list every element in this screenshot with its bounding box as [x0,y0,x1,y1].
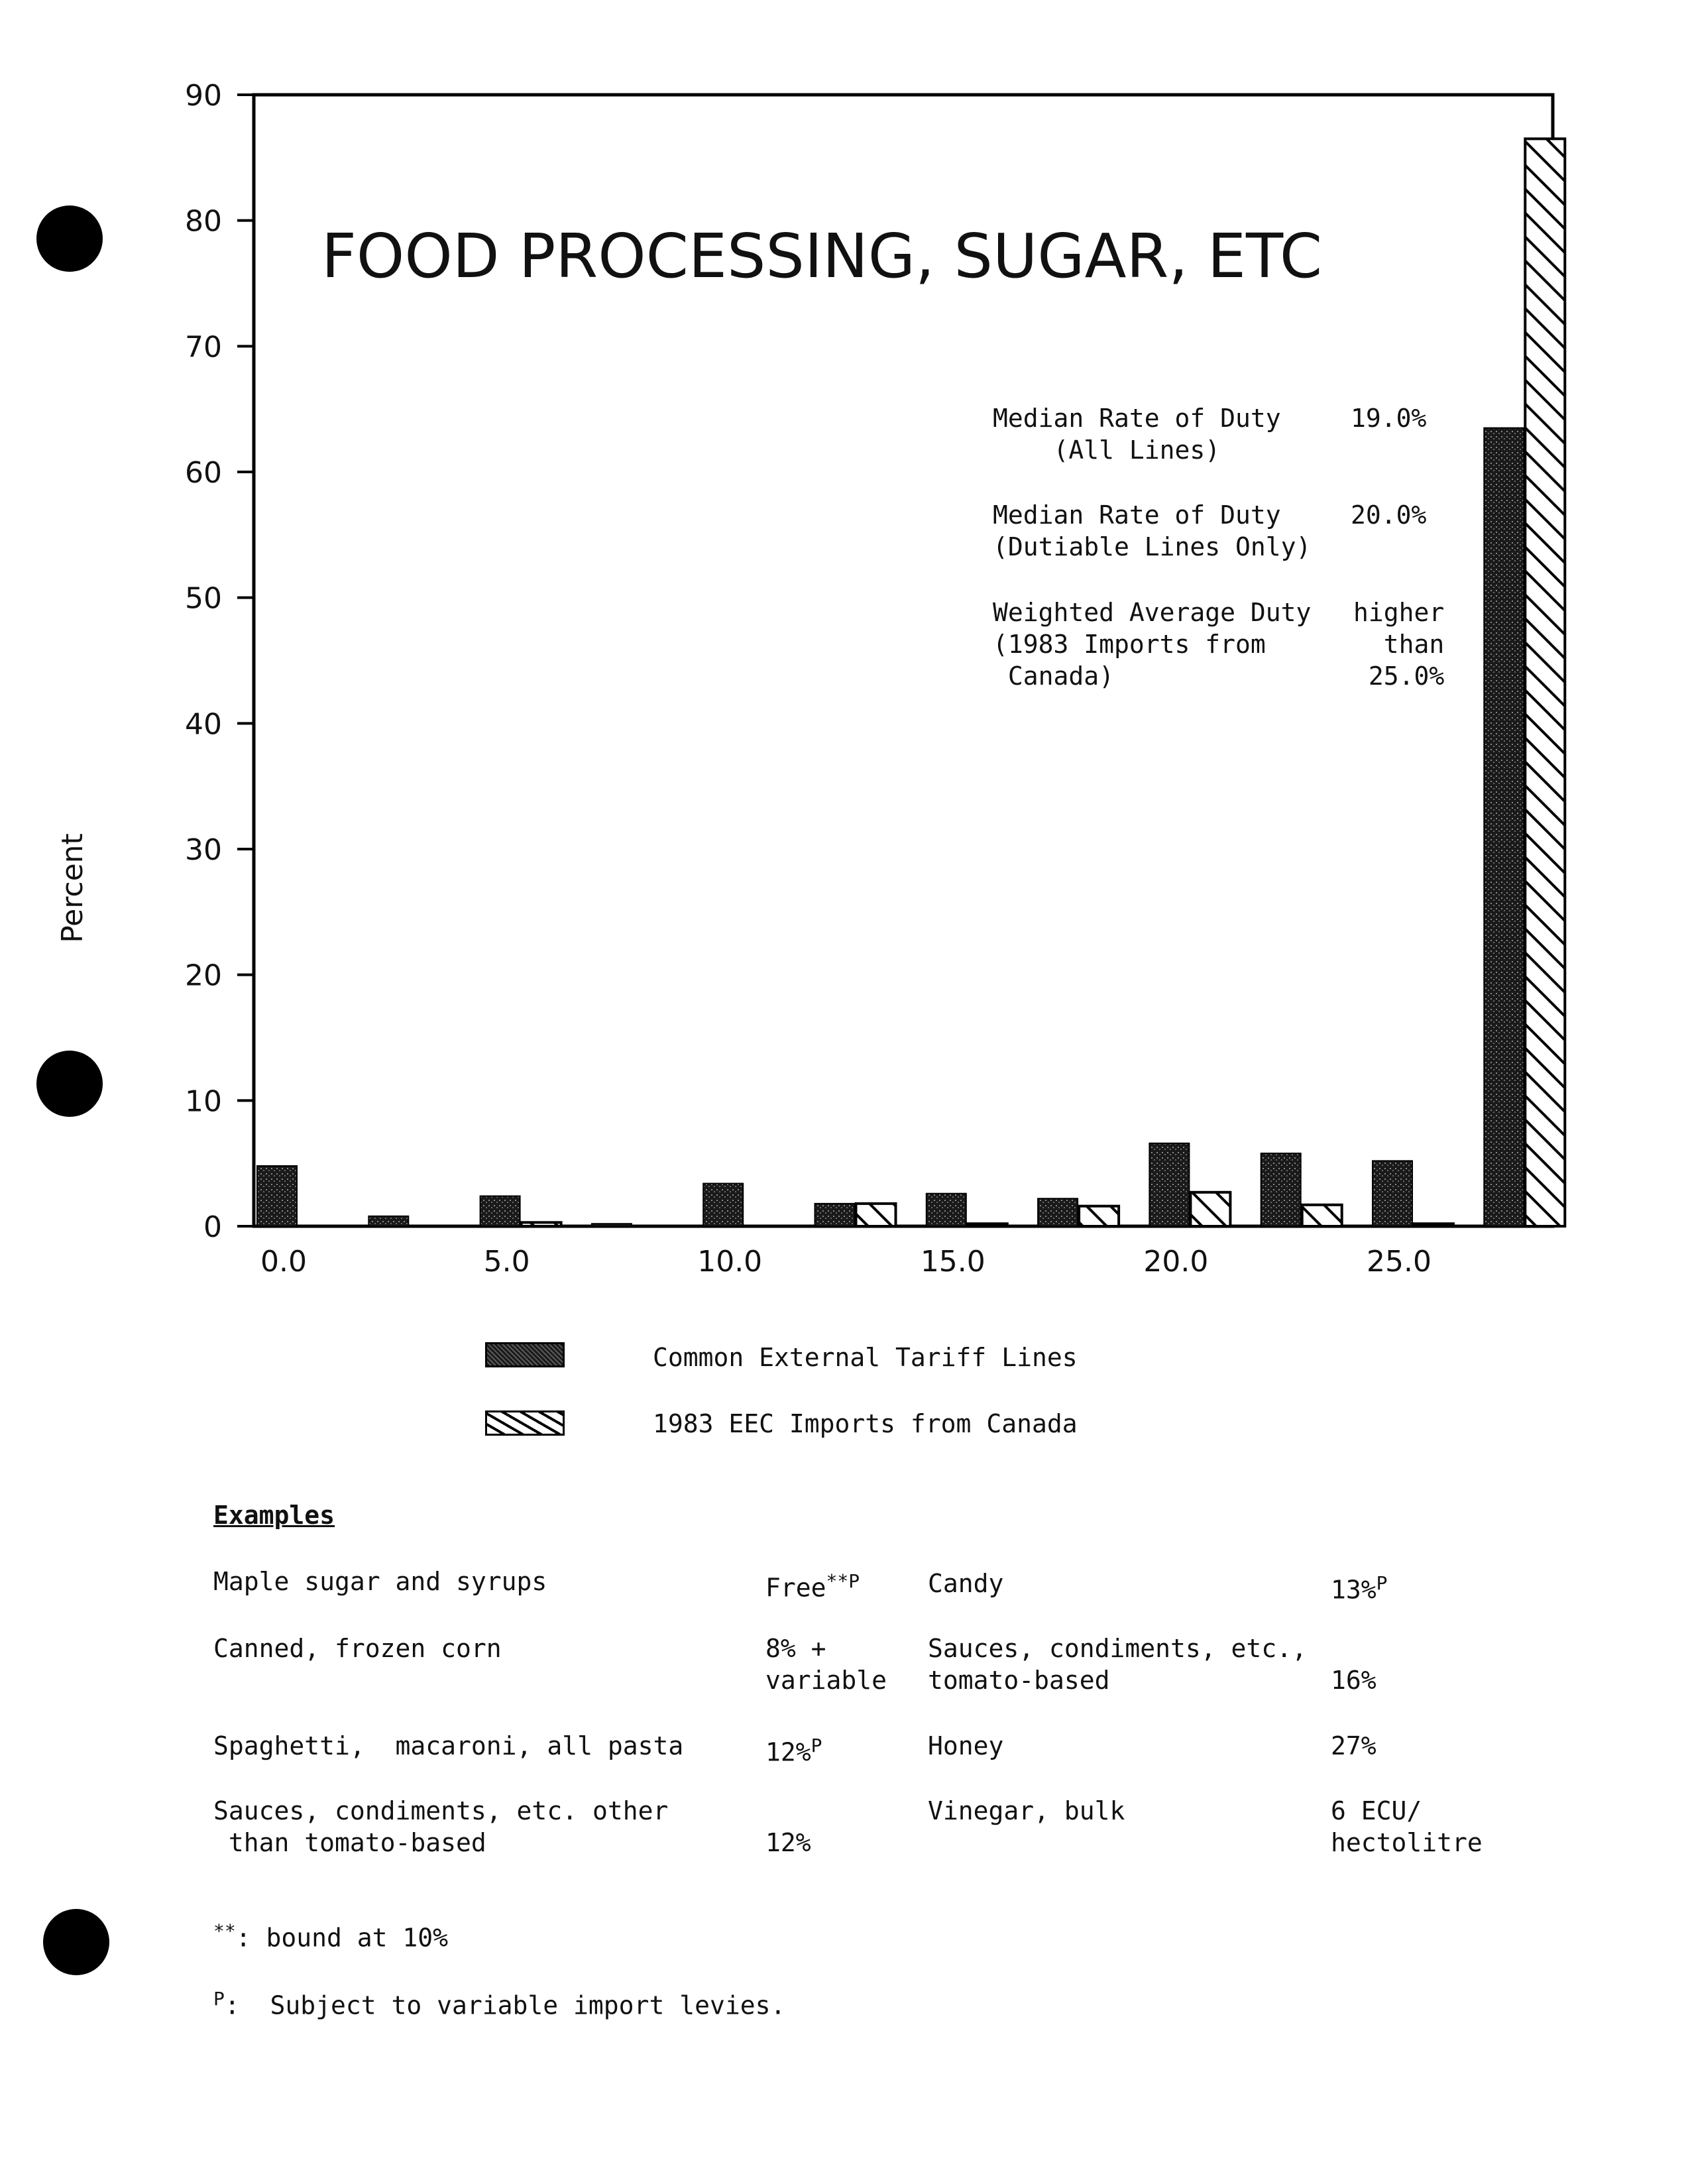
bar-cet-11 [1484,428,1524,1226]
footnote-1-symbol: P [213,1988,225,2010]
example-right-rate-0-value: 13% [1331,1575,1377,1605]
example-right-mark-0: P [1376,1572,1388,1594]
footnote-0 [213,1916,448,1954]
bar-cet-8 [1149,1143,1189,1226]
x-tick-label-0: 0.0 [260,1245,307,1279]
example-right-rate-3: 6 ECU/ hectolitre [1331,1796,1483,1857]
bar-cet-10 [1373,1161,1412,1226]
footnote-1-text: : Subject to variable import levies. [224,1990,786,2020]
legend-swatch-imports [485,1410,565,1436]
example-right-rate-2: 27% [1331,1731,1377,1760]
legend-label-cet: Common External Tariff Lines [653,1343,1078,1372]
legend-label-imports: 1983 EEC Imports from Canada [653,1409,1078,1438]
example-left-mark-0: **P [826,1570,860,1592]
bar-cet-0 [257,1166,297,1226]
y-tick-label-30: 30 [185,833,222,867]
example-left-rate-3: 12% [765,1828,811,1857]
x-tick-label-2: 10.0 [697,1245,763,1279]
examples-heading: Examples [213,1501,335,1530]
bar-imports-7 [1079,1206,1119,1226]
bar-cet-7 [1038,1198,1078,1226]
example-left-rate-2-value: 12% [765,1737,811,1767]
y-tick-label-90: 90 [185,79,222,113]
example-left-item-0: Maple sugar and syrups [213,1567,547,1596]
x-tick-label-4: 20.0 [1143,1245,1209,1279]
x-tick-label-1: 5.0 [483,1245,530,1279]
example-left-item-1: Canned, frozen corn [213,1634,502,1663]
bar-cet-2 [480,1196,520,1226]
bar-cet-1 [368,1216,408,1226]
example-left-item-3: Sauces, condiments, etc. other than tomato-based [213,1796,669,1857]
footnote-0-text: : bound at 10% [235,1923,449,1953]
bar-imports-2 [522,1222,561,1226]
bar-imports-11 [1525,139,1565,1226]
example-left-mark-2: P [811,1735,822,1756]
example-left-rate-0-value: Free [765,1573,826,1603]
x-axis [260,1245,1432,1279]
example-left-rate-0 [765,1566,860,1604]
legend-swatch-cet [485,1342,565,1367]
footnote-1 [213,1983,785,2022]
y-axis [185,79,254,1244]
example-left-rate-2 [765,1730,822,1768]
y-tick-label-0: 0 [203,1210,222,1244]
y-tick-label-10: 10 [185,1084,222,1119]
stat-weighted-value: higher than 25.0% [1353,598,1445,691]
bar-cet-5 [815,1204,855,1226]
bar-imports-6 [968,1224,1007,1226]
bar-imports-10 [1414,1224,1453,1226]
bar-cet-3 [592,1224,632,1226]
y-tick-label-50: 50 [185,581,222,616]
bar-cet-9 [1261,1153,1301,1226]
stat-median-all-label: Median Rate of Duty (All Lines) [993,404,1281,465]
example-right-rate-1: 16% [1331,1666,1377,1695]
footnote-0-symbol: ** [213,1920,236,1942]
example-right-item-3: Vinegar, bulk [928,1796,1125,1825]
y-tick-label-80: 80 [185,204,222,239]
y-tick-label-20: 20 [185,958,222,993]
example-right-item-0: Candy [928,1569,1004,1598]
stat-median-all-value: 19.0% [1351,404,1427,433]
x-tick-label-3: 15.0 [920,1245,985,1279]
bar-imports-8 [1190,1192,1230,1226]
x-tick-label-5: 25.0 [1367,1245,1432,1279]
example-right-rate-0 [1331,1568,1388,1606]
bar-cet-4 [703,1184,743,1226]
y-axis-label: Percent [56,833,89,943]
stat-median-dutiable-value: 20.0% [1351,500,1427,530]
chart-title: FOOD PROCESSING, SUGAR, ETC [321,221,1323,292]
y-tick-label-60: 60 [185,456,222,490]
bar-imports-5 [856,1204,896,1226]
example-left-item-2: Spaghetti, macaroni, all pasta [213,1731,684,1760]
y-tick-label-40: 40 [185,707,222,742]
bar-imports-9 [1302,1205,1342,1226]
y-tick-label-70: 70 [185,330,222,365]
example-right-item-2: Honey [928,1731,1004,1760]
stat-weighted-label: Weighted Average Duty (1983 Imports from Canada) [993,598,1312,691]
stat-median-dutiable-label: Median Rate of Duty (Dutiable Lines Only) [993,500,1312,561]
bar-cet-6 [927,1194,966,1226]
example-right-item-1: Sauces, condiments, etc., tomato-based [928,1634,1307,1695]
hole-punch-bottom [43,1909,109,1975]
example-left-rate-1: 8% + variable [765,1634,887,1695]
